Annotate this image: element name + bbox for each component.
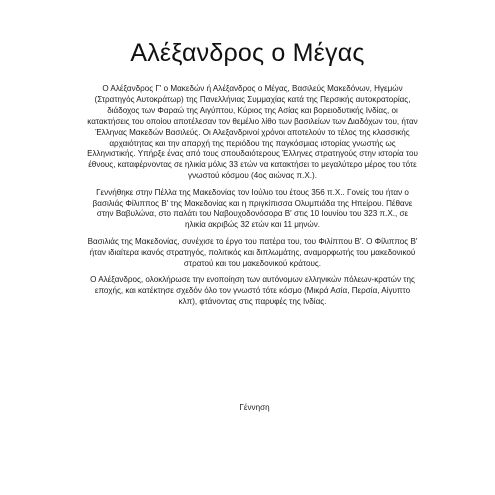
section-heading-birth: Γέννηση: [239, 403, 270, 412]
page-title: Αλέξανδρος ο Μέγας: [130, 39, 365, 67]
paragraph-conquests: Ο Αλέξανδρος, ολοκλήρωσε την ενοποίηση των αυτόνομων ελληνικών πόλεων-κρατών της εποχής, και κατέκτησε σχεδόν όλο τον γνωστό τότε κόσμο (Μικρά Ασία, Περσία, Αίγυπτο κλπ), φτάνοντας στις παρυφές της Ινδίας.: [90, 275, 415, 306]
paragraph-intro: Ο Αλέξανδρος Γ' ο Μακεδών ή Αλέξανδρος ο Μέγας, Βασιλεύς Μακεδόνων, Ηγεμών (Στρατηγός Αυτοκράτωρ) της Πανελλήνιας Συμμαχίας κατά της Περσικής αυτοκρατορίας, διάδοχος των Φαραώ της Αιγύπτου, Κύριος της Ασίας και βορειοδυτικής Ινδίας, οι κατακτήσεις του οποίου αποτέλεσαν τον θεμέλιο λίθο των βασιλείων των Διαδόχων του, ήταν Έλληνας Μακεδών Βασιλεύς. Οι Αλεξανδρινοί χρόνοι αποτελούν το τέλος της κλασσικής αρχαιότητας και την απαρχή της περιόδου της παγκόσμιας ιστορίας γνωστής ως Ελληνιστικής. Υπήρξε ένας από τους σπουδαιότερους Έλληνες στρατηγούς στην ιστορία του έθνους, καταφέρνοντας σε ηλικία μόλις 33 ετών να κατακτήσει το μεγαλύτερο μέρος του τότε γνωστού κόσμου (4ος αιώνας π.Χ.).: [87, 84, 418, 181]
paragraph-reign: Βασιλιάς της Μακεδονίας, συνέχισε το έργο του πατέρα του, του Φιλίππου Β'. Ο Φίλιππος Β' ήταν ιδιαίτερα ικανός στρατηγός, πολιτικός και διπλωμάτης, αναμορφωτής του μακεδονικού στρατού και του μακεδονικού κράτους.: [87, 236, 418, 268]
paragraph-birth: Γεννήθηκε στην Πέλλα της Μακεδονίας τον Ιούλιο του έτους 356 π.Χ.. Γονείς του ήταν ο βασιλιάς Φίλιππος Β' της Μακεδονίας και η πριγκίπισσα Ολυμπιάδα της Ηπείρου. Πέθανε στην Βαβυλώνα, στο παλάτι του Ναβουχοδονόσορα Β' στις 10 Ιουνίου του 323 π.Χ., σε ηλικία ακριβώς 32 ετών και 11 μηνών.: [92, 187, 413, 230]
document-body: [86, 84, 419, 313]
